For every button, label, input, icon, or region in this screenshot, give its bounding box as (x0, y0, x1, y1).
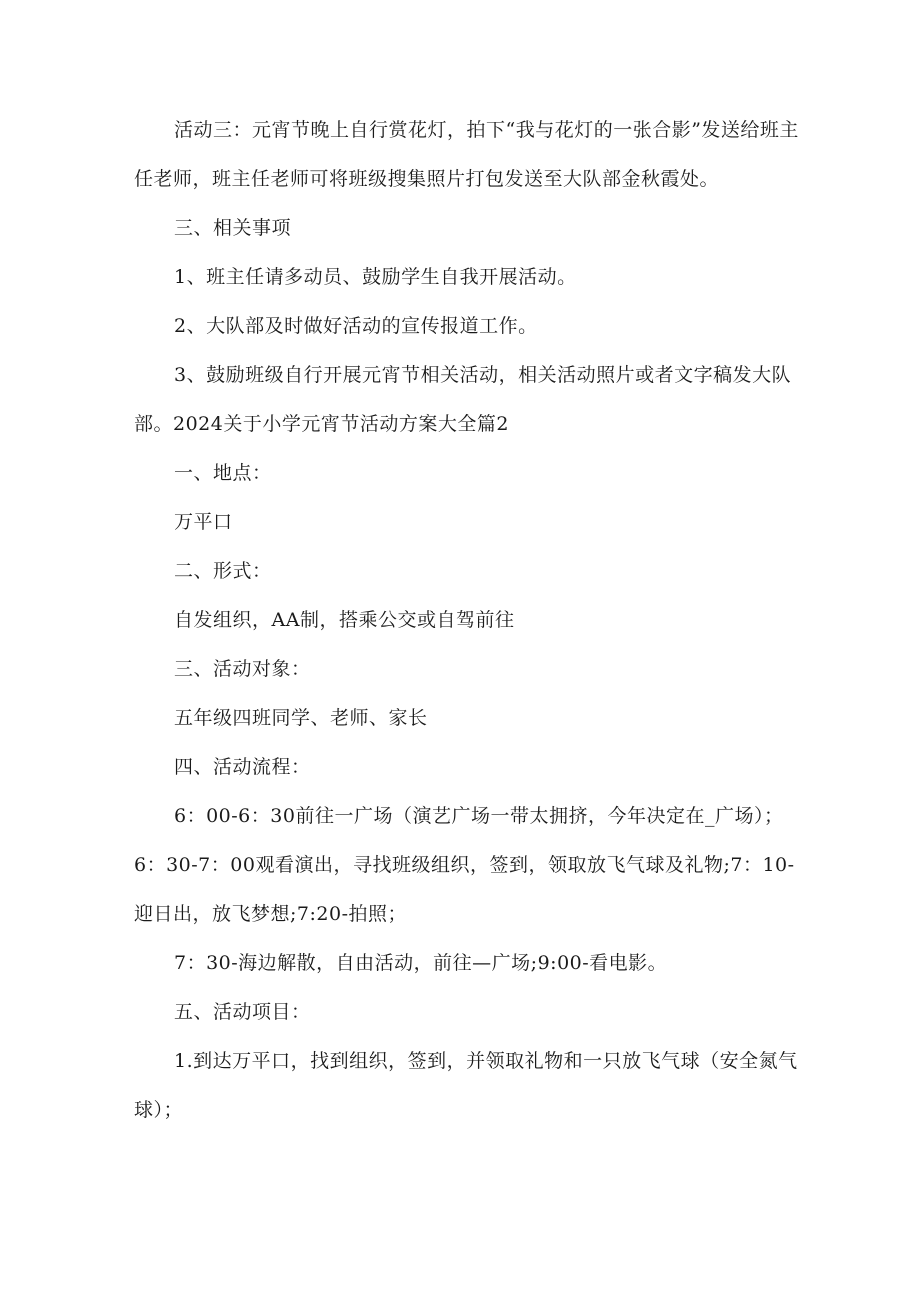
paragraph-item-3: 3、鼓励班级自行开展元宵节相关活动，相关活动照片或者文字稿发大队部。2024关于小学元宵节活动方案大全篇2 (134, 364, 792, 435)
section-heading-location: 一、地点： (174, 462, 272, 484)
paragraph-participants: 五年级四班同学、老师、家长 (174, 707, 428, 729)
section-heading-schedule: 四、活动流程： (174, 756, 311, 778)
paragraph-project-1: 1.到达万平口，找到组织，签到，并领取礼物和一只放飞气球（安全氮气球）； (134, 1050, 798, 1121)
section-heading-related-matters: 三、相关事项 (174, 217, 292, 239)
paragraph-location: 万平口 (174, 511, 233, 533)
paragraph-activity-three: 活动三：元宵节晚上自行赏花灯，拍下“我与花灯的一张合影”发送给班主任老师，班主任老师可将班级搜集照片打包发送至大队部金秋霞处。 (134, 119, 799, 190)
section-heading-participants: 三、活动对象： (174, 658, 311, 680)
section-heading-format: 二、形式： (174, 560, 272, 582)
document-body (134, 106, 814, 1135)
paragraph-item-2: 2、大队部及时做好活动的宣传报道工作。 (174, 315, 538, 337)
paragraph-format: 自发组织，AA制，搭乘公交或自驾前往 (174, 609, 515, 631)
paragraph-item-1: 1、班主任请多动员、鼓励学生自我开展活动。 (174, 266, 577, 288)
paragraph-schedule-morning: 6：00-6：30前往一广场（演艺广场一带太拥挤，今年决定在_广场）；6：30-7：00观看演出，寻找班级组织，签到，领取放飞气球及礼物;7：10-迎日出，放飞梦想;7:20-拍照； (134, 805, 795, 925)
paragraph-schedule-later: 7：30-海边解散，自由活动，前往—广场;9:00-看电影。 (174, 952, 668, 974)
section-heading-projects: 五、活动项目： (174, 1001, 311, 1023)
